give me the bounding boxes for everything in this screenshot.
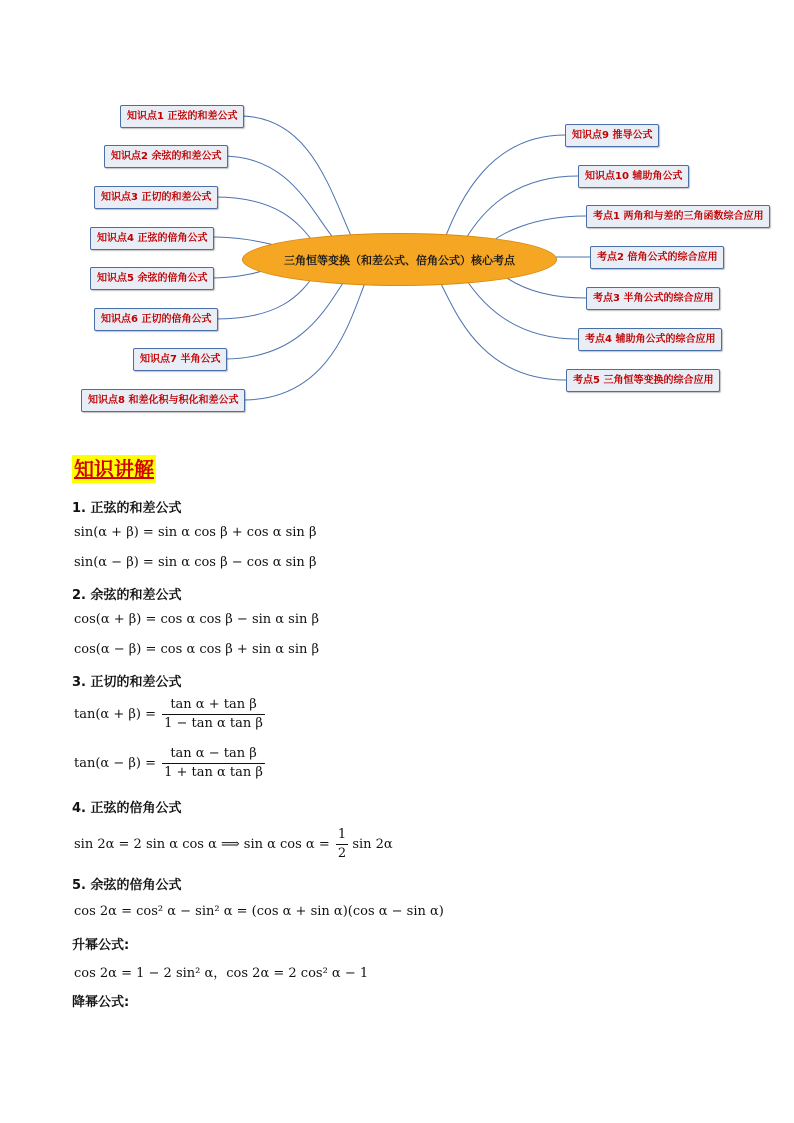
connector-right-6	[465, 278, 578, 339]
formula-tan-sum	[74, 696, 265, 733]
mindmap-node-left-5: 知识点5 余弦的倍角公式	[90, 267, 214, 290]
formula-tan-diff-lhs: tan(α − β) =	[74, 756, 156, 771]
mindmap-node-right-6: 考点4 辅助角公式的综合应用	[578, 328, 722, 351]
fraction-denominator: 1 − tan α tan β	[164, 716, 263, 731]
section-heading: 知识讲解	[74, 457, 154, 481]
mindmap-node-left-2: 知识点2 余弦的和差公式	[104, 145, 228, 168]
fraction-numerator: 1	[336, 826, 348, 845]
formula-sin-double	[74, 826, 393, 863]
label-raise-power: 升幂公式:	[72, 938, 130, 953]
subsection-title-4: 4. 正弦的倍角公式	[72, 801, 182, 816]
formula-tan-sum-lhs: tan(α + β) =	[74, 707, 156, 722]
mindmap-center-topic: 三角恒等变换（和差公式、倍角公式）核心考点	[242, 233, 557, 286]
mindmap-node-right-7: 考点5 三角恒等变换的综合应用	[566, 369, 720, 392]
mindmap-node-left-3: 知识点3 正切的和差公式	[94, 186, 218, 209]
mindmap-node-right-3: 考点1 两角和与差的三角函数综合应用	[586, 205, 770, 228]
fraction-denominator: 1 + tan α tan β	[164, 765, 263, 780]
connector-left-7	[224, 280, 345, 359]
formula-raise-power: cos 2α = 1 − 2 sin² α，cos 2α = 2 cos² α − 1	[74, 966, 369, 981]
connector-right-2	[465, 176, 578, 240]
subsection-title-5: 5. 余弦的倍角公式	[72, 878, 182, 893]
connector-left-6	[215, 274, 315, 319]
mindmap-node-left-8: 知识点8 和差化积与积化和差公式	[81, 389, 245, 412]
formula-tan-sum-fraction	[162, 696, 265, 733]
formula-sin-double-fraction	[336, 826, 348, 863]
label-lower-power: 降幂公式:	[72, 995, 130, 1010]
formula-cos-double: cos 2α = cos² α − sin² α = (cos α + sin α)(cos α − sin α)	[74, 904, 444, 919]
formula-sin-diff: sin(α − β) = sin α cos β − cos α sin β	[74, 555, 317, 570]
connector-left-1	[240, 116, 352, 238]
mindmap-node-right-1: 知识点9 推导公式	[565, 124, 659, 147]
fraction-denominator: 2	[337, 846, 347, 861]
formula-tan-diff-fraction	[162, 745, 265, 782]
mindmap-node-left-7: 知识点7 半角公式	[133, 348, 227, 371]
formula-cos-diff: cos(α − β) = cos α cos β + sin α sin β	[74, 642, 320, 657]
formula-cos-sum: cos(α + β) = cos α cos β − sin α sin β	[74, 612, 320, 627]
mindmap-node-left-1: 知识点1 正弦的和差公式	[120, 105, 244, 128]
subsection-title-2: 2. 余弦的和差公式	[72, 588, 182, 603]
connector-left-8	[243, 283, 365, 400]
connector-right-7	[440, 282, 566, 380]
mindmap-node-right-4: 考点2 倍角公式的综合应用	[590, 246, 724, 269]
formula-tan-diff	[74, 745, 265, 782]
fraction-numerator: tan α + tan β	[162, 696, 265, 715]
formula-sin-double-lhs: sin 2α = 2 sin α cos α ⟹ sin α cos α =	[74, 837, 330, 852]
fraction-numerator: tan α − tan β	[162, 745, 265, 764]
mindmap-node-right-2: 知识点10 辅助角公式	[578, 165, 689, 188]
formula-sin-sum: sin(α + β) = sin α cos β + cos α sin β	[74, 525, 317, 540]
subsection-title-1: 1. 正弦的和差公式	[72, 501, 182, 516]
connector-left-3	[215, 197, 315, 244]
mindmap-node-left-4: 知识点4 正弦的倍角公式	[90, 227, 214, 250]
connector-right-1	[445, 135, 565, 238]
subsection-title-3: 3. 正切的和差公式	[72, 675, 182, 690]
mindmap-node-right-5: 考点3 半角公式的综合应用	[586, 287, 720, 310]
formula-sin-double-rhs: sin 2α	[352, 837, 393, 852]
mindmap-node-left-6: 知识点6 正切的倍角公式	[94, 308, 218, 331]
